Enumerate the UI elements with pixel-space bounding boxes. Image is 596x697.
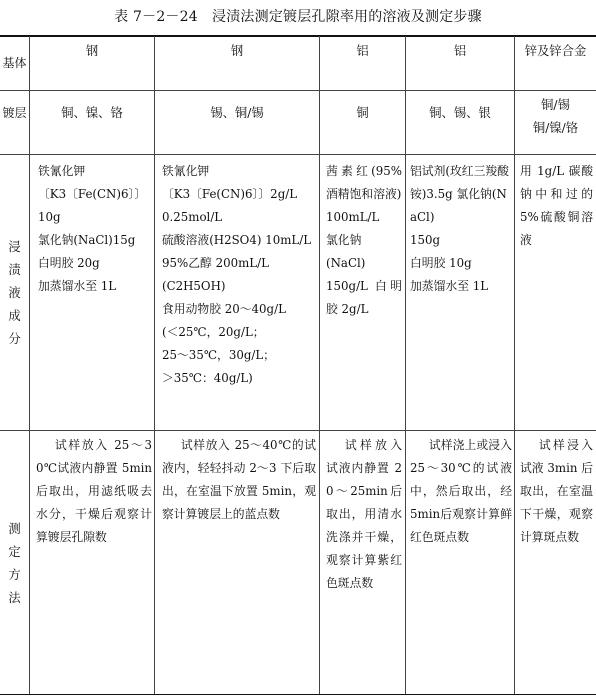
row-header-method	[0, 518, 29, 610]
method-cell: 试样放入 25～30℃试液内静置 5min后取出，用滤纸吸去水分，干燥后观察计算镀层孔隙数	[36, 438, 152, 544]
method-cell: 试样放入试液内静置 20～25min后取出，用清水洗涤并干燥，观察计算紫红色斑点数	[326, 438, 402, 590]
row-header-char: 定	[8, 545, 21, 559]
table-bottom-rule	[0, 694, 596, 695]
row-header-char: 液	[8, 286, 21, 300]
coating-cell: 铜、镍、铬	[61, 106, 123, 120]
row-header-char: 测	[8, 522, 21, 536]
solution-cell: 铁氰化钾 〔K3〔Fe(CN)6〕〕10g 氯化钠(NaCl)15g 白明胶 20g 加蒸馏水至 1L	[38, 164, 147, 293]
row-header-coating: 镀层	[2, 106, 27, 120]
row-header-char: 法	[8, 591, 21, 605]
coating-cell: 锡、铜/锡	[210, 106, 264, 120]
row-divider	[0, 430, 596, 431]
row-header-char: 渍	[8, 263, 21, 277]
solution-cell: 用 1g/L 碳酸钠中和过的 5%硫酸铜溶液	[520, 164, 593, 247]
row-header-char: 成	[8, 309, 21, 323]
substrate-cell: 锌及锌合金	[524, 44, 587, 58]
method-cell: 试样放入 25～40℃的试液内，轻轻抖动 2～3 下后取出，在室温下放置 5min，观察计算镀层上的蓝点数	[162, 438, 316, 521]
coating-cell: 铜/锡 铜/镍/铬	[532, 98, 579, 135]
coating-cell: 铜、锡、银	[429, 106, 491, 120]
row-header-substrate: 基体	[2, 56, 27, 70]
solution-cell: 铝试剂(玫红三羧酸铵)3.5g 氯化钠(NaCl) 150g 白明胶 10g 加蒸馏水至 1L	[410, 164, 509, 293]
substrate-cell: 铝	[356, 44, 369, 58]
row-divider	[0, 154, 596, 155]
substrate-cell: 钢	[85, 44, 99, 58]
row-header-solution	[0, 236, 29, 351]
coating-cell: 铜	[356, 106, 369, 120]
method-cell: 试样浇上或浸入 25～30℃的试液中，然后取出，经 5min后观察计算鲜红色斑点数	[410, 438, 512, 544]
substrate-cell: 铝	[453, 44, 467, 58]
solution-cell: 茜素红(95%酒精饱和溶液) 100mL/L 氯化钠 (NaCl) 150g/L 白明胶 2g/L	[326, 164, 402, 316]
table-title: 表 7－2－24 浸渍法测定镀层孔隙率用的溶液及测定步骤	[114, 9, 482, 25]
method-cell: 试样浸入试液 3min 后取出，在室温下干燥，观察计算斑点数	[520, 438, 593, 544]
row-header-char: 方	[8, 568, 21, 582]
row-header-char: 浸	[8, 240, 21, 254]
substrate-cell: 钢	[230, 44, 244, 58]
row-header-char: 分	[8, 332, 21, 346]
solution-cell: 铁氰化钾 〔K3〔Fe(CN)6〕〕2g/L 0.25mol/L 硫酸溶液(H2SO4) 10mL/L 95%乙醇 200mL/L (C2H5OH) 食用动物胶 20～40g/L (＜25℃，20g/L； 25～35℃，30g/L； ＞35℃：40g/L)	[162, 164, 312, 385]
